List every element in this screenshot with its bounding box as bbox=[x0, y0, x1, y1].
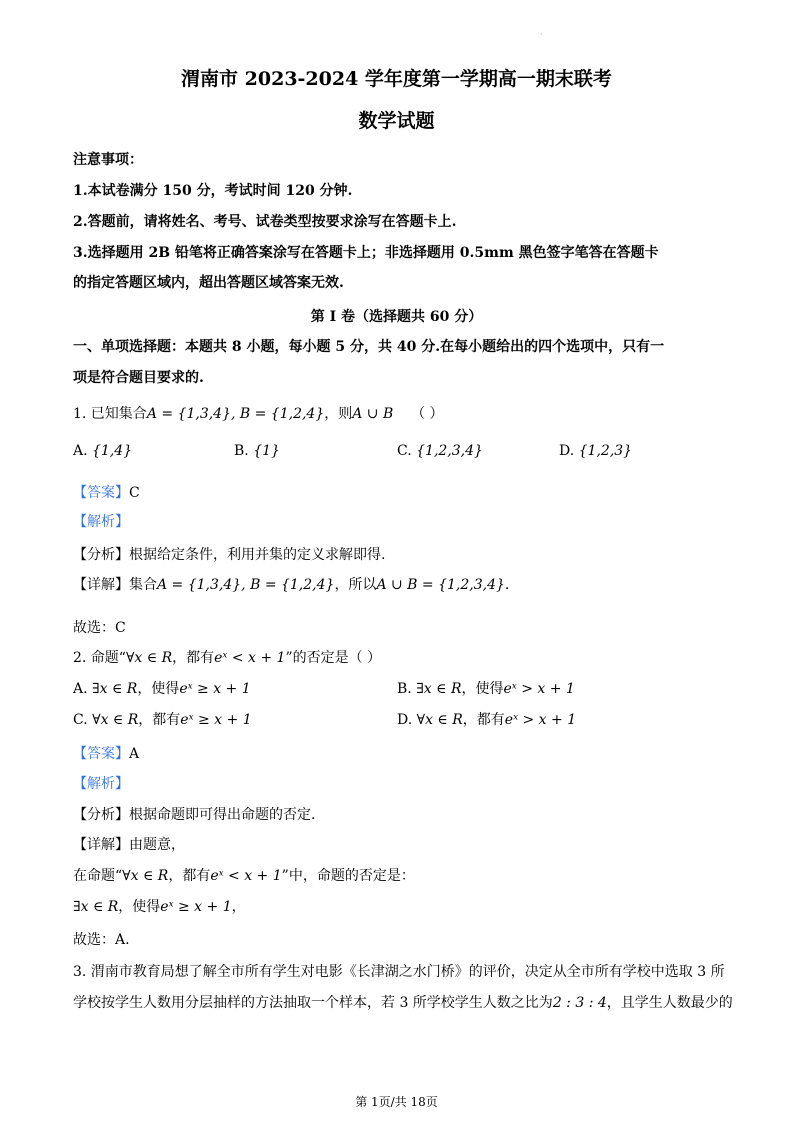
q1-stem-text2: ，则 bbox=[324, 406, 353, 422]
option-mid: ，都有 bbox=[462, 712, 505, 728]
answer-value: C bbox=[129, 485, 140, 501]
fenxi-text: 根据给定条件，利用并集的定义求解即得. bbox=[129, 547, 386, 563]
q2-detail bbox=[73, 836, 185, 854]
option-quantifier: ∀x ∈ R bbox=[416, 712, 463, 728]
option-quantifier: ∃x ∈ R bbox=[92, 681, 138, 697]
volume-heading: 第 I 卷（选择题共 60 分） bbox=[310, 309, 483, 325]
notes-heading: 注意事项： bbox=[73, 152, 143, 168]
detail-math2: eˣ < x + 1 bbox=[210, 868, 282, 884]
decorative-dot: · bbox=[540, 30, 543, 39]
answer-tag: 【答案】 bbox=[73, 485, 129, 501]
option-expr: eˣ > x + 1 bbox=[504, 712, 577, 728]
note-item-3-cont: 的指定答题区域内，超出答题区域答案无效. bbox=[73, 275, 344, 291]
option-expr: eˣ ≥ x + 1 bbox=[179, 681, 251, 697]
detail-text2: ，所以 bbox=[334, 577, 377, 593]
detail-end: . bbox=[504, 577, 510, 593]
option-quantifier: ∀x ∈ R bbox=[92, 712, 139, 728]
option-expr: eˣ > x + 1 bbox=[503, 681, 575, 697]
fenxi-tag: 【分析】 bbox=[73, 807, 129, 823]
q2-stem-math: ∀x ∈ R bbox=[125, 650, 173, 666]
detail-text: 由题意， bbox=[129, 837, 185, 853]
q2-analysis-tag: 【解析】 bbox=[73, 776, 129, 792]
page-footer: 第 1页/共 18页 bbox=[355, 1095, 438, 1109]
option-label: A. bbox=[73, 443, 88, 459]
option-label: B. bbox=[234, 443, 249, 459]
option-value: {1,2,3,4} bbox=[416, 443, 483, 459]
option-mid: ，都有 bbox=[138, 712, 181, 728]
q3-text: 学校按学生人数用分层抽样的方法抽取一个样本，若 3 所学校学生人数之比为 bbox=[73, 995, 553, 1011]
detail-math: A = {1,3,4}, B = {1,2,4} bbox=[157, 577, 335, 593]
detail-text: 在命题“ bbox=[73, 868, 123, 884]
detail-end: ， bbox=[231, 899, 246, 915]
option-value: {1} bbox=[253, 443, 280, 459]
part-heading-line1: 一、单项选择题：本题共 8 小题，每小题 5 分，共 40 分.在每小题给出的四个选项中，只有一 bbox=[73, 339, 665, 355]
detail-math: ∃x ∈ R bbox=[73, 899, 119, 915]
detail-text3: ”中，命题的否定是： bbox=[281, 868, 415, 884]
q2-conclusion: 故选：A. bbox=[73, 932, 130, 948]
answer-value: A bbox=[129, 746, 140, 762]
q1-stem-paren: （ ） bbox=[411, 406, 444, 422]
option-label: D. bbox=[397, 712, 413, 728]
q2-stem-text: 2. 命题“ bbox=[73, 650, 126, 666]
q3-stem-line2 bbox=[73, 994, 733, 1012]
q2-stem bbox=[73, 649, 381, 667]
q1-answer bbox=[73, 484, 140, 502]
detail-math2: A ∪ B = {1,2,3,4} bbox=[376, 577, 505, 593]
option-mid: ，使得 bbox=[137, 681, 180, 697]
note-item-1: 1.本试卷满分 150 分，考试时间 120 分钟. bbox=[73, 183, 353, 199]
option-label: C. bbox=[397, 443, 412, 459]
detail-text: ，使得 bbox=[118, 899, 161, 915]
detail-math: ∀x ∈ R bbox=[122, 868, 169, 884]
q1-option-d bbox=[559, 442, 632, 460]
q3-text2: ，且学生人数最少的 bbox=[606, 995, 733, 1011]
q1-conclusion: 故选：C bbox=[73, 620, 126, 636]
detail-text2: ，都有 bbox=[168, 868, 211, 884]
q2-stem-math2: eˣ < x + 1 bbox=[214, 650, 286, 666]
part-heading-line2: 项是符合题目要求的. bbox=[73, 370, 204, 386]
option-expr: eˣ ≥ x + 1 bbox=[180, 712, 252, 728]
q2-detail-line2 bbox=[73, 867, 415, 885]
option-value: {1,4} bbox=[92, 443, 133, 459]
option-quantifier: ∃x ∈ R bbox=[416, 681, 462, 697]
q1-fenxi bbox=[73, 546, 385, 564]
option-label: A. bbox=[73, 681, 88, 697]
option-value: {1,2,3} bbox=[578, 443, 633, 459]
q2-option-d bbox=[397, 711, 576, 729]
q3-ratio: 2 : 3 : 4 bbox=[552, 995, 607, 1011]
q2-option-c bbox=[73, 711, 252, 729]
q1-option-a bbox=[73, 442, 132, 460]
q2-option-b bbox=[397, 680, 575, 698]
q1-stem-math2: A ∪ B bbox=[352, 406, 394, 422]
option-label: B. bbox=[397, 681, 412, 697]
q1-analysis-tag: 【解析】 bbox=[73, 514, 129, 530]
q2-stem-text2: ，都有 bbox=[172, 650, 215, 666]
q1-stem bbox=[73, 405, 444, 423]
fenxi-tag: 【分析】 bbox=[73, 547, 129, 563]
q1-stem-text: 1. 已知集合 bbox=[73, 406, 147, 422]
q2-option-a bbox=[73, 680, 251, 698]
option-label: C. bbox=[73, 712, 88, 728]
detail-tag: 【详解】 bbox=[73, 837, 129, 853]
exam-title: 渭南市 2023-2024 学年度第一学期高一期末联考 bbox=[181, 68, 612, 90]
q1-stem-math: A = {1,3,4}, B = {1,2,4} bbox=[146, 406, 325, 422]
note-item-3: 3.选择题用 2B 铅笔将正确答案涂写在答题卡上；非选择题用 0.5mm 黑色签字笔答在答题卡 bbox=[73, 245, 659, 261]
q2-detail-line3 bbox=[73, 898, 246, 916]
detail-math2: eˣ ≥ x + 1 bbox=[160, 899, 232, 915]
q1-option-c bbox=[397, 442, 483, 460]
exam-subtitle: 数学试题 bbox=[358, 110, 435, 132]
q3-stem-line1: 3. 渭南市教育局想了解全市所有学生对电影《长津湖之水门桥》的评价，决定从全市所有学校中选取 3 所 bbox=[73, 964, 725, 980]
option-label: D. bbox=[559, 443, 575, 459]
q1-option-b bbox=[234, 442, 280, 460]
q2-fenxi bbox=[73, 806, 315, 824]
note-item-2: 2.答题前，请将姓名、考号、试卷类型按要求涂写在答题卡上. bbox=[73, 214, 457, 230]
detail-text: 集合 bbox=[129, 577, 157, 593]
q2-stem-text3: ”的否定是（ ） bbox=[285, 650, 382, 666]
answer-tag: 【答案】 bbox=[73, 746, 129, 762]
detail-tag: 【详解】 bbox=[73, 577, 129, 593]
option-mid: ，使得 bbox=[461, 681, 504, 697]
q2-answer bbox=[73, 745, 139, 763]
q1-detail bbox=[73, 576, 509, 594]
fenxi-text: 根据命题即可得出命题的否定. bbox=[129, 807, 316, 823]
